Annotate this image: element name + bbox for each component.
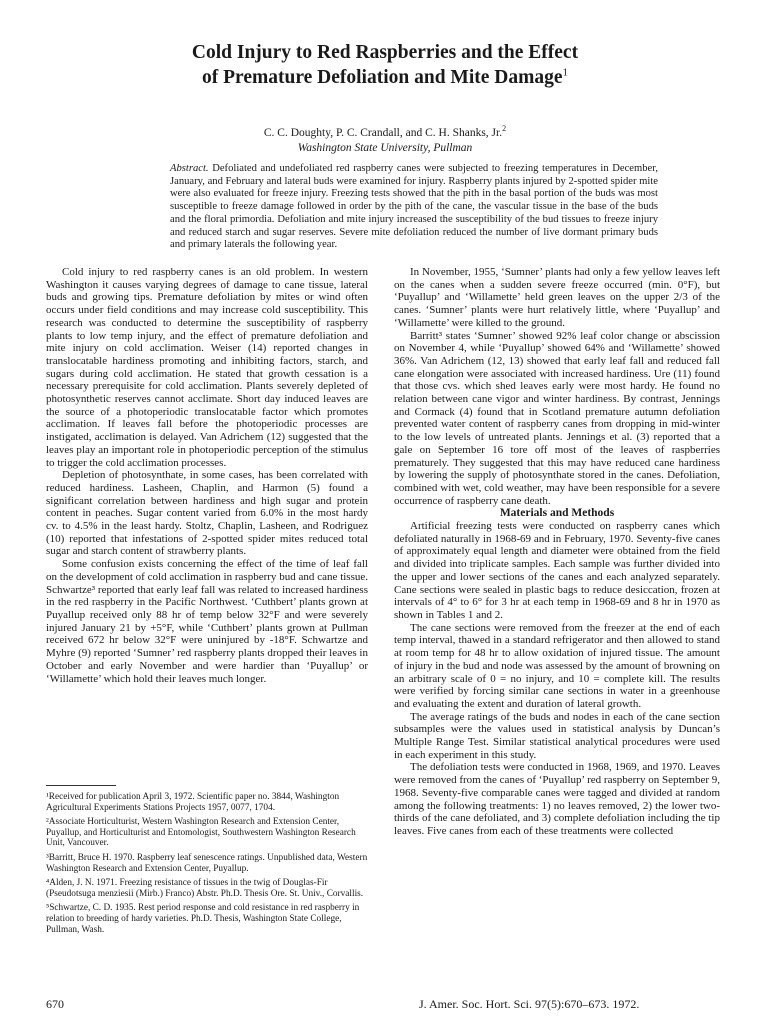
title-line-2-text: of Premature Defoliation and Mite Damage xyxy=(202,67,563,88)
footnote: ¹Received for publication April 3, 1972. Scientific paper no. 3844, Washington Agricultural Experiments Stations Projects 1957, 0077, 1704. xyxy=(46,792,340,813)
footnote-rule xyxy=(46,785,116,786)
section-heading-materials-methods: Materials and Methods xyxy=(499,507,615,520)
journal-citation: J. Amer. Soc. Hort. Sci. 97(5):670–673. 1972. xyxy=(419,997,640,1011)
body-paragraph: Artificial freezing tests were conducted on raspberry canes which defoliated naturally in 1968-69 and in February, 1970. Seventy-five canes of approximately equal length and diameter were obtained from the field and divided into triplicate samples. Each sample was further divided into the upper and lower sections of the canes and each analyzed separately. Cane sections were sealed in plastic bags to reduce desiccation, frozen at intervals of 4° to 6° for 3 hr at each temp in 1968-69 and 8 hr in 1970 as shown in Tables 1 and 2. xyxy=(394,520,720,621)
footnote: ²Associate Horticulturist, Western Washington Research and Extension Center, Puyallup, and Horticulturist and Entomologist, Southwestern Washington Research Unit, Vancouver. xyxy=(46,817,356,849)
abstract xyxy=(170,163,658,252)
author-footnote-mark: 2 xyxy=(502,124,507,134)
body-paragraph: The cane sections were removed from the freezer at the end of each temp interval, thawed in a standard refrigerator and then allowed to stand at room temp for 48 hr to allow oxidation of injured tissue. The amount of injury in the bud and node was assessed by the amount of browning on an arbitrary scale of 0 = no injury, and 10 = complete kill. The results were verified by forcing similar cane sections in water in a greenhouse and evaluating the extent and duration of lateral growth. xyxy=(394,621,720,710)
left-column xyxy=(46,266,368,685)
title-footnote-mark: 1 xyxy=(562,66,568,79)
body-paragraph: Cold injury to red raspberry canes is an old problem. In western Washington it causes varying degrees of damage to cane tissue, lateral buds and growing tips. Premature defoliation by mites or wind often occurs under field conditions and may increase cold susceptibility. This research was conducted to determine the susceptibility of raspberry plants to low temp injury, and the effect of premature defoliation and mite injury on cold acclimation. Weiser (14) reported changes in translocatable hardiness promoting and inhibiting factors, starch, and sugars during cold acclimation. He stated that growth cessation is a necessary prerequisite for cold acclimation. Plants severely depleted of photosynthetic reserves cannot acclimate. Short day induced leaves are the source of a photoperiodic translocatable factor which promotes acclimation. If leaves fall before the photoperiodic processes are instigated, acclimation is delayed. Van Adrichem (12) suggested that the leaves play an important role in photoperiodic perception of the stimulus to trigger the cold acclimation processes. xyxy=(46,266,368,469)
body-paragraph: Some confusion exists concerning the effect of the time of leaf fall on the development of cold acclimation in raspberry bud and cane tissue. Schwartze³ reported that early leaf fall was related to increased hardiness in the red raspberry in the Pacific Northwest. ‘Cuthbert’ plants grown at Puyallup received only 88 hr of temp below 32°F and were severely injured January 21 by +5°F, while ‘Cuthbert’ plants grown at Pullman received 672 hr below 32°F were uninjured by -18°F. Schwartze and Myhre (9) reported ‘Sumner’ red raspberry plants dropped their leaves in October and early November and were hardier than ‘Puyallup’ or ‘Willamette’ which hold their leaves much longer. xyxy=(46,558,368,685)
footnote: ⁴Alden, J. N. 1971. Freezing resistance of tissues in the twig of Douglas-Fir (Pseudotsuga menziesii (Mirb.) Franco) Abstr. Ph.D. Thesis Ore. St. Univ., Corvallis. xyxy=(46,878,364,899)
body-paragraph: The average ratings of the buds and nodes in each of the cane section subsamples were the values used in statistical analysis by Duncan’s Multiple Range Test. Similar statistical analytical procedures were used in each experiment in this study. xyxy=(394,710,720,761)
page-number: 670 xyxy=(46,997,64,1011)
body-paragraph: Depletion of photosynthate, in some cases, has been correlated with reduced hardiness. Lasheen, Chaplin, and Harmon (5) found a significant correlation between hardiness and high sugar and protein content in peaches. Sugar content varied from 6.0% in the most hardy cv. to 4.5% in the least hardy. Stoltz, Chaplin, Lasheen, and Rodriguez (10) reported that infestations of 2-spotted spider mites reduced total sugar and starch content of strawberry plants. xyxy=(46,469,368,558)
body-paragraph: In November, 1955, ‘Sumner’ plants had only a few yellow leaves left on the canes when a sudden severe freeze occurred (min. 0°F), but ‘Puyallup’ and ‘Willamette’ held green leaves on the upper 2/3 of the canes. ‘Sumner’ plants were hurt relatively little, where ‘Puyallup’ and ‘Willamette’ were killed to the ground. xyxy=(394,266,720,329)
footnote: ³Barritt, Bruce H. 1970. Raspberry leaf senescence ratings. Unpublished data, Western Washington Research and Extension Center, Puyallup. xyxy=(46,852,368,874)
right-column xyxy=(394,266,720,838)
body-paragraph: The defoliation tests were conducted in 1968, 1969, and 1970. Leaves were removed from the canes of ‘Puyallup’ red raspberry on September 9, 1968. Seventy-five comparable canes were tagged and divided at random among the following treatments: 1) no leaves removed, 2) the lower two-thirds of the cane defoliated, and 3) complete defoliation including the tip leaves. Five canes from each of these treatments were collected xyxy=(394,761,721,837)
abstract-label: Abstract. xyxy=(170,163,209,174)
footnotes xyxy=(46,785,368,939)
author-affiliation: Washington State University, Pullman xyxy=(297,142,473,154)
title-line-1: Cold Injury to Red Raspberries and the Effect xyxy=(191,42,579,63)
body-paragraph: Barritt³ states ‘Sumner’ showed 92% leaf color change or abscission on November 4, while ‘Puyallup’ showed 64% and ‘Willamette’ showed 36%. Van Adrichem (12, 13) showed that early leaf fall and reduced fall cane elongation were associated with increased hardiness. Ure (11) found that those cvs. which shed leaves early were most hardy. He found no relation between cane vigor and winter hardiness. By contrast, Jennings and Cormack (4) found that in Scotland premature autumn defoliation prevented water content of raspberry canes from dropping in mid-winter to the low levels of untreated plants. Jennings et al. (3) reported that a gale on September 16 tore off most of the leaves of raspberries prematurely. They suggested that this may have reduced cane hardiness by lowering the supply of photosynthate stored in the canes. Defoliation, combined with wet, cold weather, may have been responsible for a severe occurrence of raspberry cane death. xyxy=(394,329,720,507)
abstract-text: Defoliated and undefoliated red raspberry canes were subjected to freezing temperatures in December, January, and February and lateral buds were examined for injury. Raspberry plants injured by 2-spotted spider mite were also evaluated for freeze injury. Freezing tests showed that the pith in the basal portion of the buds was most susceptible to freeze damage followed in order by the pith of the cane, the vascular tissue in the base of the buds and the floral primordia. Defoliation and mite injury increased the susceptibility of the bud tissues to freeze injury and reduced starch and sugar reserves. Severe mite defoliation reduced the number of live dormant primary buds and primary laterals the following year. xyxy=(170,163,658,251)
author-list xyxy=(100,126,670,141)
author-names: C. C. Doughty, P. C. Crandall, and C. H. Shanks, Jr. xyxy=(263,127,503,139)
footnote: ⁵Schwartze, C. D. 1935. Rest period response and cold resistance in red raspberry in relation to breeding of hardy varieties. Ph.D. Thesis, Washington State College, Pullman, Wash. xyxy=(46,903,360,935)
title-line-2 xyxy=(100,65,670,90)
article-title xyxy=(100,40,670,90)
